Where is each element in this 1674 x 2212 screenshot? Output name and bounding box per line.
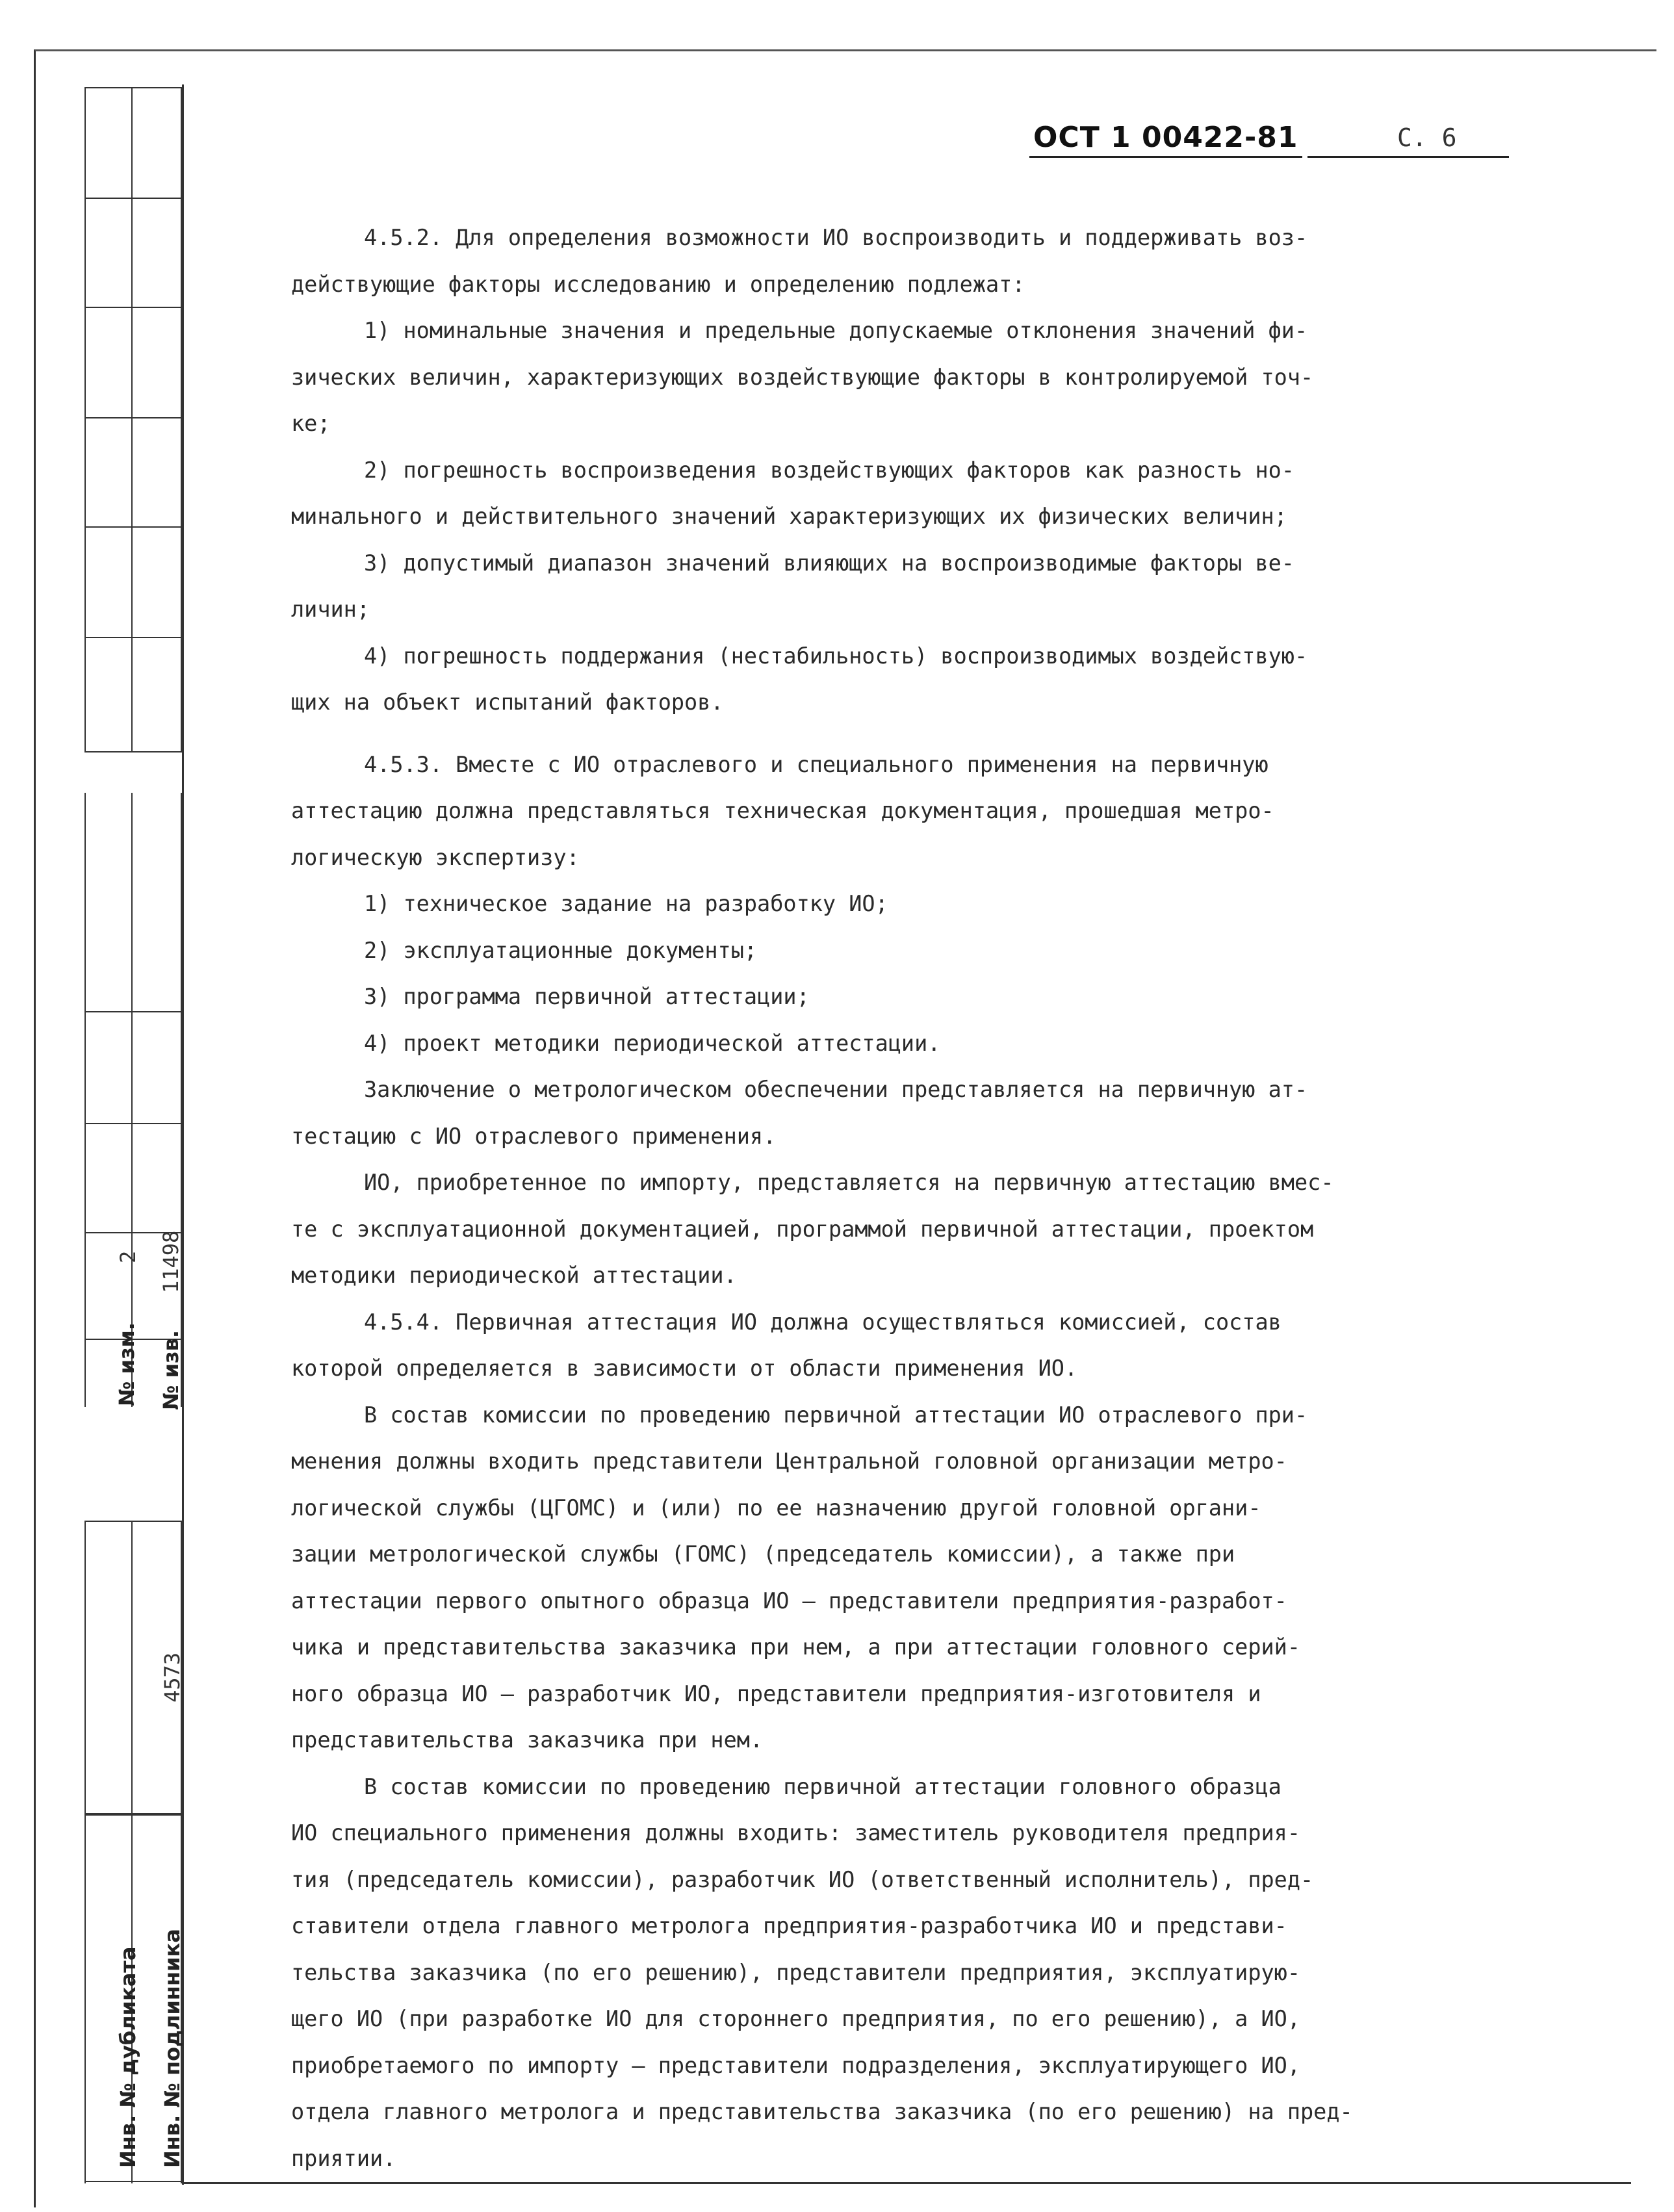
change-number-label: № изм. — [114, 1322, 139, 1406]
inventory-original-label: Инв. № подлинника — [160, 1929, 185, 2168]
text-line: щих на объект испытаний факторов. — [291, 689, 724, 715]
text-line: Заключение о метрологическом обеспечении представляется на первичную ат- — [364, 1077, 1308, 1102]
header-underline-page — [1307, 156, 1509, 158]
text-line: 1) номинальные значения и предельные допускаемые отклонения значений фи- — [364, 318, 1308, 343]
text-line: минального и действительного значений характеризующих их физических величин; — [291, 504, 1287, 529]
text-line: приобретаемого по импорту – представители подразделения, эксплуатирующего ИО, — [291, 2052, 1300, 2078]
margin-grid-upper — [84, 87, 182, 752]
text-line: В состав комиссии по проведению первичной аттестации ИО отраслевого при- — [364, 1402, 1308, 1428]
text-line: тельства заказчика (по его решению), представители предприятия, эксплуатирую- — [291, 1959, 1300, 1985]
notice-number-value: 11498 — [159, 1230, 183, 1293]
text-line: 2) эксплуатационные документы; — [364, 937, 758, 963]
text-line: аттестацию должна представляться техническая документация, прошедшая метро- — [291, 798, 1274, 823]
page-header — [1033, 121, 1298, 154]
document-code: ОСТ 1 00422-81 — [1033, 121, 1298, 154]
text-line: аттестации первого опытного образца ИО – представители предприятия-разработ- — [291, 1588, 1287, 1614]
text-line: логической службы (ЦГОМС) и (или) по ее назначению другой головной органи- — [291, 1495, 1261, 1521]
text-line: чика и представительства заказчика при нем, а при аттестации головного серий- — [291, 1634, 1300, 1660]
page-number: С. 6 — [1397, 123, 1457, 152]
text-line: ставители отдела главного метролога предприятия-разработчика ИО и представи- — [291, 1913, 1287, 1938]
inventory-original-value: 4573 — [160, 1652, 185, 1703]
inner-border-left — [182, 84, 184, 2185]
text-line: 4.5.3. Вместе с ИО отраслевого и специального применения на первичную — [364, 751, 1268, 777]
text-line: которой определяется в зависимости от области применения ИО. — [291, 1356, 1078, 1381]
text-line: ИО, приобретенное по импорту, представляется на первичную аттестацию вмес- — [364, 1170, 1334, 1195]
text-line: те с эксплуатационной документацией, программой первичной аттестации, проектом — [291, 1216, 1314, 1242]
margin-change-block — [84, 793, 182, 1407]
text-line: 1) техническое задание на разработку ИО; — [364, 891, 888, 916]
text-line: 4.5.4. Первичная аттестация ИО должна осуществляться комиссией, состав — [364, 1309, 1281, 1335]
text-line: действующие факторы исследованию и определению подлежат: — [291, 271, 1025, 297]
inventory-duplicate-label: Инв. № дубликата — [116, 1946, 140, 2168]
text-line: 2) погрешность воспроизведения воздействующих факторов как разность но- — [364, 457, 1294, 483]
text-line: представительства заказчика при нем. — [291, 1727, 764, 1753]
text-line: отдела главного метролога и представительства заказчика (по его решению) на пред- — [291, 2099, 1353, 2124]
notice-number-label: № изв. — [159, 1330, 183, 1410]
text-line: 3) допустимый диапазон значений влияющих на воспроизводимые факторы ве- — [364, 550, 1294, 576]
text-line: ке; — [291, 411, 331, 436]
text-line: 4) погрешность поддержания (нестабильность) воспроизводимых воздействую- — [364, 643, 1308, 669]
text-line: менения должны входить представители Центральной головной организации метро- — [291, 1448, 1287, 1474]
text-line: тестацию с ИО отраслевого применения. — [291, 1123, 777, 1149]
text-line: ИО специального применения должны входить: заместитель руководителя предприя- — [291, 1820, 1300, 1845]
header-underline-code — [1029, 156, 1302, 158]
text-line: В состав комиссии по проведению первичной аттестации головного образца — [364, 1773, 1281, 1799]
text-line: личин; — [291, 597, 370, 622]
text-line: зических величин, характеризующих воздействующие факторы в контролируемой точ- — [291, 364, 1314, 390]
text-line: зации метрологической службы (ГОМС) (председатель комиссии), а также при — [291, 1541, 1235, 1567]
inner-border-bottom — [182, 2182, 1631, 2184]
text-line: 4.5.2. Для определения возможности ИО воспроизводить и поддерживать воз- — [364, 225, 1308, 250]
text-line: методики периодической аттестации. — [291, 1263, 737, 1288]
text-line: ного образца ИО – разработчик ИО, представители предприятия-изготовителя и — [291, 1680, 1261, 1706]
text-line: приятии. — [291, 2145, 396, 2171]
change-number-value: 2 — [116, 1250, 140, 1263]
text-line: щего ИО (при разработке ИО для стороннего предприятия, по его решению), а ИО, — [291, 2006, 1300, 2031]
text-line: 3) программа первичной аттестации; — [364, 984, 810, 1009]
text-line: логическую экспертизу: — [291, 844, 580, 870]
text-line: 4) проект методики периодической аттестации. — [364, 1030, 941, 1056]
text-line: тия (председатель комиссии), разработчик ИО (ответственный исполнитель), пред- — [291, 1866, 1314, 1892]
document-body — [291, 214, 1454, 2181]
